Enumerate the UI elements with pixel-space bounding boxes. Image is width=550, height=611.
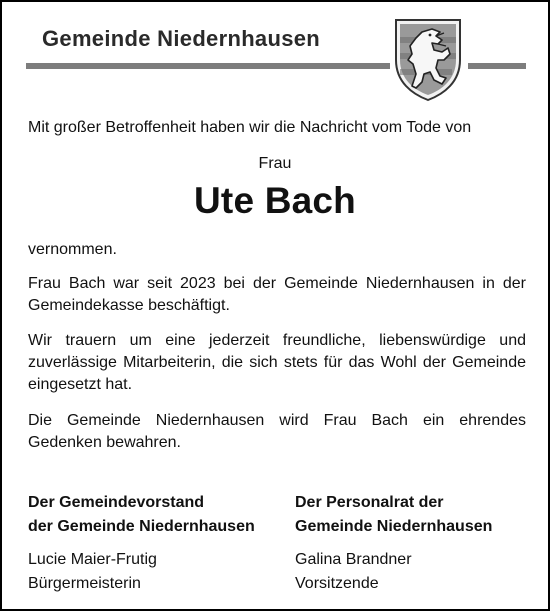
signature-person: Galina Brandner (295, 551, 412, 568)
signature-role: Bürgermeisterin (28, 575, 141, 592)
paragraph-remembrance: Die Gemeinde Niedernhausen wird Frau Bach ein ehrendes Gedenken bewahren. (28, 412, 526, 451)
paragraph-mourning: Wir trauern um eine jederzeit freundliche, liebenswürdige und zuverlässige Mitarbeiterin, die sich stets für das Wohl der Gemeinde eingesetzt hat. (28, 332, 526, 393)
signature-block-personalrat (295, 491, 492, 596)
paragraph-employment: Frau Bach war seit 2023 bei der Gemeinde Niedernhausen in der Gemeindekasse beschäftigt. (28, 275, 526, 314)
intro-text: Mit großer Betroffenheit haben wir die Nachricht vom Tode von (28, 119, 472, 136)
header-rule-right (468, 63, 526, 69)
masthead-title: Gemeinde Niedernhausen (42, 26, 321, 51)
signature-org-line: Der Personalrat der (295, 494, 444, 511)
paragraph-vernommen: vernommen. (28, 241, 117, 258)
header-rule-left (26, 63, 390, 69)
honorific: Frau (258, 155, 292, 172)
signature-block-gemeindevorstand (28, 491, 255, 596)
signature-org-line: Der Gemeindevorstand (28, 494, 205, 511)
signature-person: Lucie Maier-Frutig (28, 551, 157, 568)
signature-org-line: der Gemeinde Niedernhausen (28, 518, 255, 535)
lion-rampant-coat-of-arms-icon (392, 16, 464, 102)
signature-org-line: Gemeinde Niedernhausen (295, 518, 493, 535)
deceased-name: Ute Bach (194, 180, 356, 221)
signature-role: Vorsitzende (295, 575, 379, 592)
